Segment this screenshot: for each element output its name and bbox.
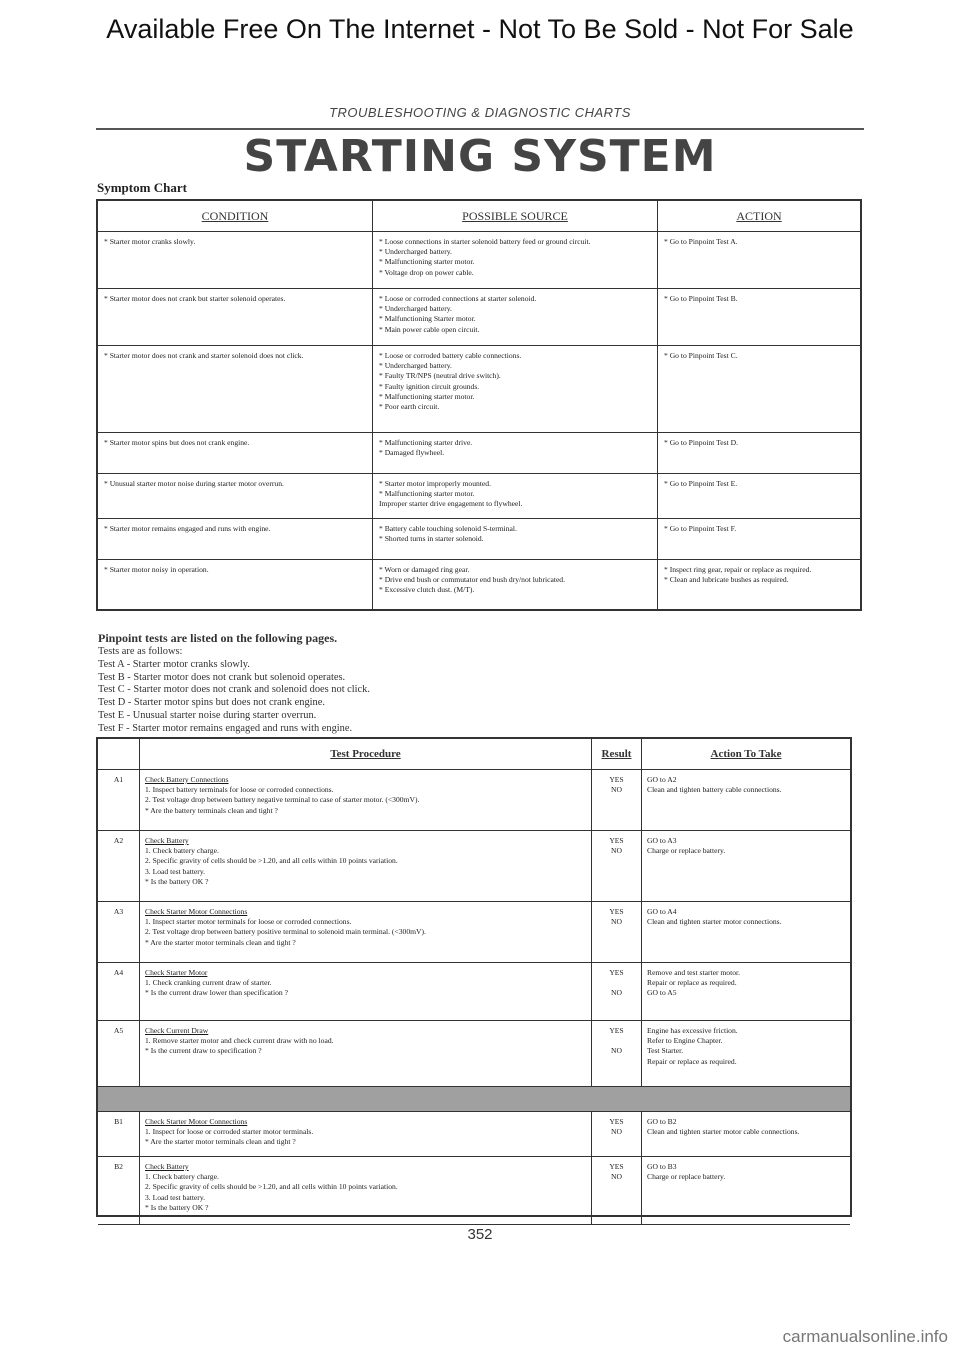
page-number: 352 bbox=[467, 1226, 493, 1243]
step-id-cell bbox=[98, 831, 140, 901]
action-to-take-cell bbox=[642, 1021, 850, 1086]
symptom-chart-body bbox=[98, 232, 860, 609]
result-cell bbox=[592, 770, 642, 830]
possible-source-item: * Malfunctioning starter motor. bbox=[379, 391, 475, 401]
symptom-row bbox=[98, 474, 860, 519]
availability-banner: Available Free On The Internet - Not To Be Sold - Not For Sale bbox=[106, 14, 854, 44]
symptom-row bbox=[98, 232, 860, 289]
procedure-row bbox=[98, 1112, 850, 1157]
possible-source-cell bbox=[373, 519, 658, 559]
possible-source-item: * Malfunctioning starter motor. bbox=[379, 489, 475, 499]
procedure-line: * Is the current draw lower than specification ? bbox=[145, 988, 288, 998]
possible-source-item: * Undercharged battery. bbox=[379, 304, 452, 314]
procedure-line: 2. Test voltage drop between battery positive terminal to solenoid main terminal. (<300mV). bbox=[145, 927, 426, 937]
procedure-line: * Are the starter motor terminals clean and tight ? bbox=[145, 1137, 296, 1147]
condition-cell bbox=[98, 433, 373, 473]
action-to-take-cell bbox=[642, 1112, 850, 1156]
procedure-cell bbox=[140, 831, 592, 901]
result-value: YES bbox=[609, 1026, 624, 1035]
action-item: * Go to Pinpoint Test E. bbox=[664, 479, 738, 488]
action-cell bbox=[658, 519, 860, 559]
action-to-take-cell bbox=[642, 770, 850, 830]
source-watermark: carmanualsonline.info bbox=[782, 1327, 948, 1346]
procedure-row bbox=[98, 963, 850, 1021]
procedure-line: 1. Inspect for loose or corroded starter motor terminals. bbox=[145, 1127, 314, 1137]
action-item: * Go to Pinpoint Test C. bbox=[664, 351, 738, 360]
possible-source-cell bbox=[373, 346, 658, 432]
result-value: YES bbox=[609, 775, 624, 784]
condition-cell bbox=[98, 232, 373, 288]
procedure-title: Check Starter Motor Connections bbox=[145, 907, 248, 916]
possible-source-item: * Malfunctioning starter drive. bbox=[379, 438, 473, 447]
possible-source-item: * Damaged flywheel. bbox=[379, 448, 445, 458]
column-header-possible-source: POSSIBLE SOURCE bbox=[373, 201, 658, 231]
procedure-line: 2. Specific gravity of cells should be >1.20, and all cells within 10 points variation. bbox=[145, 856, 398, 866]
procedure-line: 2. Specific gravity of cells should be >1.20, and all cells within 10 points variation. bbox=[145, 1182, 398, 1192]
result-value: YES bbox=[609, 1117, 624, 1126]
condition-text: * Starter motor remains engaged and runs with engine. bbox=[104, 524, 271, 533]
action-cell bbox=[658, 346, 860, 432]
result-value: YES bbox=[609, 1162, 624, 1171]
procedure-line: 3. Load test battery. bbox=[145, 1192, 206, 1202]
step-id-cell bbox=[98, 1112, 140, 1156]
result-value: NO bbox=[611, 1172, 622, 1182]
possible-source-item: * Battery cable touching solenoid S-terminal. bbox=[379, 524, 517, 533]
test-list-item: Test E - Unusual starter noise during starter overrun. bbox=[98, 709, 317, 721]
procedure-cell bbox=[140, 902, 592, 962]
possible-source-item: * Poor earth circuit. bbox=[379, 402, 440, 412]
action-to-take-item: Repair or replace as required. bbox=[647, 978, 737, 988]
result-cell bbox=[592, 902, 642, 962]
procedure-line: 1. Check battery charge. bbox=[145, 846, 219, 856]
step-id: B1 bbox=[114, 1117, 123, 1126]
possible-source-item: * Faulty ignition circuit grounds. bbox=[379, 381, 480, 391]
condition-cell bbox=[98, 519, 373, 559]
possible-source-item: Improper starter drive engagement to flywheel. bbox=[379, 499, 523, 509]
possible-source-cell bbox=[373, 289, 658, 345]
step-id: A4 bbox=[113, 968, 124, 977]
possible-source-item: * Drive end bush or commutator end bush dry/not lubricated. bbox=[379, 575, 566, 585]
action-to-take-cell bbox=[642, 902, 850, 962]
action-to-take-cell bbox=[642, 1157, 850, 1224]
symptom-row bbox=[98, 433, 860, 474]
condition-text: * Unusual starter motor noise during starter motor overrun. bbox=[104, 479, 284, 488]
condition-text: * Starter motor noisy in operation. bbox=[104, 565, 209, 574]
condition-text: * Starter motor cranks slowly. bbox=[104, 237, 196, 246]
result-value: NO bbox=[611, 1046, 622, 1056]
action-item: * Go to Pinpoint Test A. bbox=[664, 237, 738, 246]
possible-source-cell bbox=[373, 433, 658, 473]
result-value: NO bbox=[611, 988, 622, 998]
running-header: TROUBLESHOOTING & DIAGNOSTIC CHARTS bbox=[329, 105, 631, 120]
procedure-line: * Is the battery OK ? bbox=[145, 876, 209, 886]
action-to-take-item: Engine has excessive friction. bbox=[647, 1026, 738, 1035]
column-header-action: ACTION bbox=[736, 209, 782, 223]
procedure-line: 2. Test voltage drop between battery negative terminal to case of starter motor. (<300mV). bbox=[145, 795, 420, 805]
possible-source-cell bbox=[373, 560, 658, 609]
procedure-row bbox=[98, 770, 850, 831]
procedure-row bbox=[98, 1157, 850, 1225]
condition-cell bbox=[98, 560, 373, 609]
pinpoint-lead: Tests are as follows: bbox=[98, 646, 183, 657]
step-id: A3 bbox=[113, 907, 124, 916]
procedure-cell bbox=[140, 1112, 592, 1156]
possible-source-item: * Malfunctioning starter motor. bbox=[379, 257, 475, 267]
pinpoint-heading: Pinpoint tests are listed on the following pages. bbox=[98, 631, 338, 645]
possible-source-item: * Loose connections in starter solenoid battery feed or ground circuit. bbox=[379, 237, 591, 246]
possible-source-item: * Faulty TR/NPS (neutral drive switch). bbox=[379, 371, 501, 381]
action-item: * Go to Pinpoint Test D. bbox=[664, 438, 739, 447]
procedure-title: Check Battery Connections bbox=[145, 775, 229, 784]
test-list-item: Test B - Starter motor does not crank but solenoid operates. bbox=[98, 671, 346, 683]
action-cell bbox=[658, 474, 860, 518]
test-procedure-table bbox=[96, 737, 852, 1217]
action-to-take-item: Test Starter. bbox=[647, 1046, 684, 1056]
procedure-title: Check Starter Motor bbox=[145, 968, 208, 977]
action-to-take-item: GO to B2 bbox=[647, 1117, 677, 1126]
result-value bbox=[597, 978, 636, 988]
page-title: STARTING SYSTEM bbox=[243, 131, 717, 182]
action-to-take-item: Repair or replace as required. bbox=[647, 1056, 737, 1066]
action-to-take-item: Charge or replace battery. bbox=[647, 1172, 726, 1182]
action-cell bbox=[658, 289, 860, 345]
condition-text: * Starter motor spins but does not crank engine. bbox=[104, 438, 250, 447]
symptom-row bbox=[98, 560, 860, 609]
action-to-take-item: Charge or replace battery. bbox=[647, 846, 726, 856]
possible-source-item: * Undercharged battery. bbox=[379, 247, 452, 257]
result-value: YES bbox=[609, 968, 624, 977]
action-item: * Go to Pinpoint Test B. bbox=[664, 294, 738, 303]
step-id: A2 bbox=[113, 836, 124, 845]
symptom-row bbox=[98, 289, 860, 346]
step-id-cell bbox=[98, 770, 140, 830]
procedure-cell bbox=[140, 1021, 592, 1086]
action-item: * Clean and lubricate bushes as required. bbox=[664, 575, 789, 585]
column-header-result: Result bbox=[592, 739, 642, 769]
possible-source-item: * Malfunctioning Starter motor. bbox=[379, 314, 476, 324]
column-header-action-to-take: Action To Take bbox=[710, 748, 782, 760]
symptom-chart-heading: Symptom Chart bbox=[97, 180, 187, 195]
condition-cell bbox=[98, 346, 373, 432]
possible-source-item: * Undercharged battery. bbox=[379, 361, 452, 371]
procedure-title: Check Starter Motor Connections bbox=[145, 1117, 248, 1126]
condition-cell bbox=[98, 474, 373, 518]
action-to-take-item: GO to A3 bbox=[647, 836, 677, 845]
procedure-line: 1. Check cranking current draw of starter. bbox=[145, 978, 272, 988]
action-item: * Go to Pinpoint Test F. bbox=[664, 524, 737, 533]
action-to-take-item: Clean and tighten starter motor connections. bbox=[647, 917, 782, 927]
possible-source-item: * Starter motor improperly mounted. bbox=[379, 479, 491, 488]
step-id: A5 bbox=[113, 1026, 124, 1035]
step-id: A1 bbox=[113, 775, 124, 784]
step-id-cell bbox=[98, 1021, 140, 1086]
step-id-cell bbox=[98, 902, 140, 962]
action-to-take-item: Clean and tighten starter motor cable connections. bbox=[647, 1127, 800, 1137]
possible-source-item: * Loose or corroded battery cable connections. bbox=[379, 351, 522, 360]
procedure-table-header bbox=[98, 739, 850, 770]
procedure-line: * Is the battery OK ? bbox=[145, 1202, 209, 1212]
procedure-line: * Are the battery terminals clean and tight ? bbox=[145, 805, 278, 815]
result-cell bbox=[592, 1157, 642, 1224]
procedure-line: 1. Inspect starter motor terminals for loose or corroded connections. bbox=[145, 917, 352, 927]
symptom-chart bbox=[96, 199, 862, 611]
action-to-take-item: GO to A5 bbox=[647, 988, 677, 998]
step-id: B2 bbox=[114, 1162, 123, 1171]
result-value: NO bbox=[611, 785, 622, 795]
possible-source-cell bbox=[373, 474, 658, 518]
symptom-row bbox=[98, 346, 860, 433]
action-cell bbox=[658, 433, 860, 473]
possible-source-item: * Voltage drop on power cable. bbox=[379, 267, 474, 277]
result-cell bbox=[592, 1021, 642, 1086]
action-cell bbox=[658, 232, 860, 288]
test-list-item: Test D - Starter motor spins but does not crank engine. bbox=[98, 697, 325, 709]
possible-source-item: * Shorted turns in starter solenoid. bbox=[379, 534, 484, 544]
result-cell bbox=[592, 963, 642, 1020]
procedure-line: 1. Remove starter motor and check current draw with no load. bbox=[145, 1036, 334, 1046]
test-list-item: Test F - Starter motor remains engaged and runs with engine. bbox=[98, 722, 353, 734]
action-to-take-item: Refer to Engine Chapter. bbox=[647, 1036, 723, 1046]
test-list-item: Test C - Starter motor does not crank and solenoid does not click. bbox=[98, 684, 370, 696]
result-value: YES bbox=[609, 907, 624, 916]
procedure-line: 1. Inspect battery terminals for loose or corroded connections. bbox=[145, 785, 334, 795]
procedure-cell bbox=[140, 770, 592, 830]
result-value bbox=[597, 1036, 636, 1046]
possible-source-item: * Worn or damaged ring gear. bbox=[379, 565, 470, 574]
result-value: NO bbox=[611, 846, 622, 856]
procedure-line: 3. Load test battery. bbox=[145, 866, 206, 876]
column-header-step bbox=[98, 739, 140, 769]
action-to-take-item: GO to A4 bbox=[647, 907, 677, 916]
procedure-row bbox=[98, 831, 850, 902]
symptom-row bbox=[98, 519, 860, 560]
action-item: * Inspect ring gear, repair or replace as required. bbox=[664, 565, 812, 574]
test-list bbox=[98, 659, 858, 736]
action-to-take-cell bbox=[642, 831, 850, 901]
step-id-cell bbox=[98, 963, 140, 1020]
result-value: NO bbox=[611, 917, 622, 927]
action-cell bbox=[658, 560, 860, 609]
condition-text: * Starter motor does not crank and starter solenoid does not click. bbox=[104, 351, 304, 360]
possible-source-cell bbox=[373, 232, 658, 288]
result-cell bbox=[592, 1112, 642, 1156]
test-list-item: Test A - Starter motor cranks slowly. bbox=[98, 658, 250, 670]
column-header-test-procedure: Test Procedure bbox=[140, 739, 592, 769]
procedure-line: 1. Check battery charge. bbox=[145, 1172, 219, 1182]
result-value: NO bbox=[611, 1127, 622, 1137]
action-to-take-item: Clean and tighten battery cable connections. bbox=[647, 785, 782, 795]
procedure-title: Check Battery bbox=[145, 1162, 189, 1171]
procedure-row bbox=[98, 902, 850, 963]
procedure-row bbox=[98, 1021, 850, 1087]
section-divider bbox=[98, 1087, 850, 1112]
procedure-title: Check Battery bbox=[145, 836, 189, 845]
procedure-line: * Is the current draw to specification ? bbox=[145, 1046, 262, 1056]
action-to-take-item: Remove and test starter motor. bbox=[647, 968, 741, 977]
action-to-take-item: GO to B3 bbox=[647, 1162, 677, 1171]
result-cell bbox=[592, 831, 642, 901]
procedure-cell bbox=[140, 1157, 592, 1224]
step-id-cell bbox=[98, 1157, 140, 1224]
procedure-title: Check Current Draw bbox=[145, 1026, 209, 1035]
column-header-condition: CONDITION bbox=[98, 201, 373, 231]
possible-source-item: * Loose or corroded connections at starter solenoid. bbox=[379, 294, 537, 303]
action-to-take-item: GO to A2 bbox=[647, 775, 677, 784]
symptom-chart-header bbox=[98, 201, 860, 232]
procedure-table-body bbox=[98, 770, 850, 1225]
condition-text: * Starter motor does not crank but starter solenoid operates. bbox=[104, 294, 286, 303]
procedure-cell bbox=[140, 963, 592, 1020]
possible-source-item: * Excessive clutch dust. (M/T). bbox=[379, 585, 475, 595]
pinpoint-test-list bbox=[98, 631, 858, 736]
procedure-line: * Are the starter motor terminals clean and tight ? bbox=[145, 937, 296, 947]
result-value: YES bbox=[609, 836, 624, 845]
condition-cell bbox=[98, 289, 373, 345]
possible-source-item: * Main power cable open circuit. bbox=[379, 324, 480, 334]
action-to-take-cell bbox=[642, 963, 850, 1020]
